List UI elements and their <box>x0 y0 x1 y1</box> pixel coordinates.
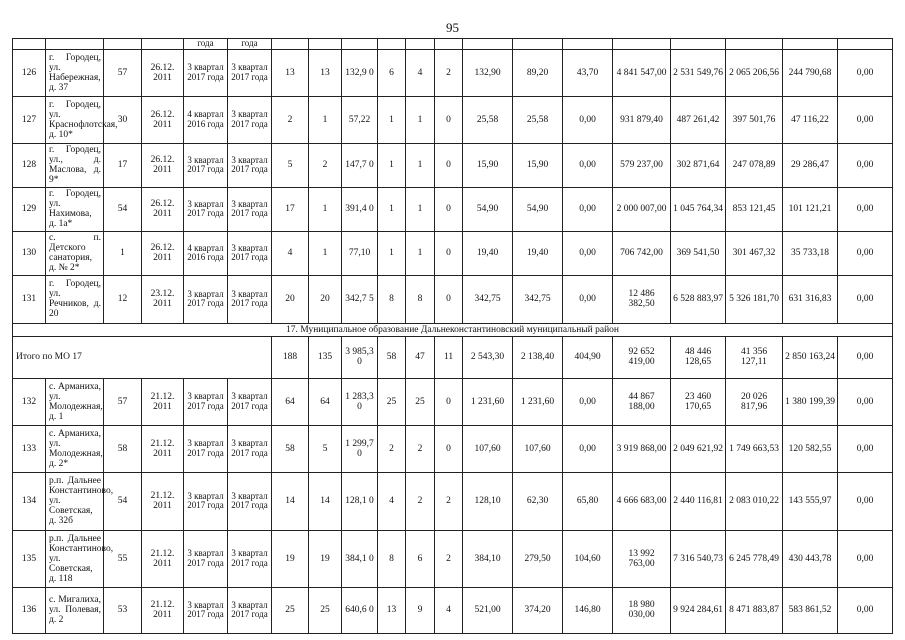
table-cell: 2 <box>435 472 463 530</box>
table-cell: 21.12. 2011 <box>142 530 184 587</box>
table-cell: 21.12. 2011 <box>142 425 184 472</box>
table-cell: 1 <box>406 187 435 231</box>
table-cell: 6 245 778,49 <box>726 530 783 587</box>
address-cell: г. Городец, ул., д. Маслова, д. 9* <box>46 143 104 187</box>
table-cell: 374,20 <box>513 587 563 633</box>
table-cell: 342,75 <box>463 275 513 323</box>
table-cell: 13 <box>378 587 406 633</box>
table-cell: 107,60 <box>513 425 563 472</box>
table-cell: 147,7 0 <box>342 143 378 187</box>
table-cell: 583 861,52 <box>783 587 838 633</box>
table-cell: 2 <box>272 96 309 143</box>
table-row <box>13 143 893 187</box>
table-cell: 2 000 007,00 <box>613 187 671 231</box>
table-row <box>13 587 893 633</box>
table-cell: 58 <box>378 336 406 378</box>
table-cell: 58 <box>104 425 142 472</box>
table-cell: 931 879,40 <box>613 96 671 143</box>
table-row <box>13 275 893 323</box>
table-cell: 77,10 <box>342 231 378 275</box>
table-cell: 487 261,42 <box>671 96 726 143</box>
table-cell: 101 121,21 <box>783 187 838 231</box>
table-row <box>13 472 893 530</box>
table-cell: 302 871,64 <box>671 143 726 187</box>
table-cell: 0,00 <box>563 96 613 143</box>
table-cell: 54,90 <box>513 187 563 231</box>
table-cell: 0,00 <box>838 425 893 472</box>
table-cell: 20 <box>309 275 342 323</box>
table-cell: 19,40 <box>463 231 513 275</box>
table-cell: 132 <box>13 378 46 425</box>
table-cell: 1 <box>309 96 342 143</box>
table-cell: 0 <box>435 275 463 323</box>
table-row <box>13 96 893 143</box>
table-cell: 4 666 683,00 <box>613 472 671 530</box>
table-cell: 1 <box>309 231 342 275</box>
table-cell: 0,00 <box>563 143 613 187</box>
table-cell: 25,58 <box>513 96 563 143</box>
table-cell: 2 850 163,24 <box>783 336 838 378</box>
table-cell: 47 <box>406 336 435 378</box>
table-cell: 2 440 116,81 <box>671 472 726 530</box>
table-cell: 128 <box>13 143 46 187</box>
table-cell: 0,00 <box>838 587 893 633</box>
table-cell: 2 <box>406 472 435 530</box>
table-cell: 89,20 <box>513 49 563 96</box>
table-cell: 430 443,78 <box>783 530 838 587</box>
table-cell: 3 квартал 2017 года <box>228 472 272 530</box>
table-cell: 3 квартал 2017 года <box>228 378 272 425</box>
table-cell: 127 <box>13 96 46 143</box>
table-cell: 1 231,60 <box>463 378 513 425</box>
table-cell: 54 <box>104 187 142 231</box>
table-cell: 4 841 547,00 <box>613 49 671 96</box>
table-cell: 0,00 <box>838 275 893 323</box>
table-cell: 26.12. 2011 <box>142 143 184 187</box>
table-cell: 0,00 <box>563 275 613 323</box>
table-cell: 14 <box>272 472 309 530</box>
table-cell: 0,00 <box>838 530 893 587</box>
table-cell: 188 <box>272 336 309 378</box>
table-cell: 9 924 284,61 <box>671 587 726 633</box>
table-cell: 3 квартал 2017 года <box>228 530 272 587</box>
table-cell: 1 <box>378 96 406 143</box>
table-cell: 48 446 128,65 <box>671 336 726 378</box>
table-cell: 0,00 <box>838 472 893 530</box>
table-cell: 579 237,00 <box>613 143 671 187</box>
table-cell: 3 919 868,00 <box>613 425 671 472</box>
table-cell: 12 486 382,50 <box>613 275 671 323</box>
table-cell: 20 026 817,96 <box>726 378 783 425</box>
address-cell: с. Арманиха, ул. Молодежная, д. 2* <box>46 425 104 472</box>
table-cell: 244 790,68 <box>783 49 838 96</box>
table-cell: 0,00 <box>563 378 613 425</box>
table-cell: 19,40 <box>513 231 563 275</box>
address-cell: г. Городец, ул. Речников, д. 20 <box>46 275 104 323</box>
table-cell: 30 <box>104 96 142 143</box>
table-cell: 342,75 <box>513 275 563 323</box>
table-cell: 1 231,60 <box>513 378 563 425</box>
table-cell: 4 <box>435 587 463 633</box>
address-cell: с. Мигалиха, ул. Полевая, д. 2 <box>46 587 104 633</box>
table-cell: 132,90 <box>463 49 513 96</box>
table-cell: 2 <box>406 425 435 472</box>
table-cell: 19 <box>272 530 309 587</box>
table-cell: 0,00 <box>838 336 893 378</box>
table-cell: 0,00 <box>838 49 893 96</box>
table-row <box>13 378 893 425</box>
table-cell: 853 121,45 <box>726 187 783 231</box>
table-cell: 65,80 <box>563 472 613 530</box>
table-cell: 640,6 0 <box>342 587 378 633</box>
table-cell: 57 <box>104 49 142 96</box>
table-cell: 3 квартал 2017 года <box>184 275 228 323</box>
table-cell: 21.12. 2011 <box>142 378 184 425</box>
table-cell: 404,90 <box>563 336 613 378</box>
table-row <box>13 231 893 275</box>
table-row <box>13 530 893 587</box>
table-cell: 13 992 763,00 <box>613 530 671 587</box>
table-cell: 21.12. 2011 <box>142 587 184 633</box>
table-cell: 43,70 <box>563 49 613 96</box>
table-cell: 129 <box>13 187 46 231</box>
table-cell: 143 555,97 <box>783 472 838 530</box>
table-cell: 54 <box>104 472 142 530</box>
table-cell: 64 <box>309 378 342 425</box>
total-label: Итого по МО 17 <box>13 336 272 378</box>
table-cell: 5 326 181,70 <box>726 275 783 323</box>
table-cell: 126 <box>13 49 46 96</box>
table-cell: 20 <box>272 275 309 323</box>
table-cell: 132,9 0 <box>342 49 378 96</box>
table-cell: 0,00 <box>838 187 893 231</box>
address-cell: г. Городец, ул. Набережная, д. 37 <box>46 49 104 96</box>
table-cell: 47 116,22 <box>783 96 838 143</box>
table-row <box>13 425 893 472</box>
table-cell: 3 квартал 2017 года <box>228 96 272 143</box>
table-cell: 17 <box>272 187 309 231</box>
table-cell: 4 квартал 2016 года <box>184 96 228 143</box>
table-row <box>13 39 893 50</box>
table-cell: 12 <box>104 275 142 323</box>
table-cell: 4 <box>378 472 406 530</box>
table-cell: 92 652 419,00 <box>613 336 671 378</box>
table-cell: 3 квартал 2017 года <box>184 143 228 187</box>
table-row <box>13 187 893 231</box>
table-cell: 4 <box>406 49 435 96</box>
table-cell: 5 <box>309 425 342 472</box>
table-cell: года <box>228 39 272 50</box>
housing-program-table <box>12 38 893 634</box>
table-cell: 3 квартал 2017 года <box>184 378 228 425</box>
table-cell: 1 299,7 0 <box>342 425 378 472</box>
table-cell: 2 <box>378 425 406 472</box>
table-cell: 397 501,76 <box>726 96 783 143</box>
table-cell: 342,7 5 <box>342 275 378 323</box>
table-cell: 3 квартал 2017 года <box>184 530 228 587</box>
table-cell: 5 <box>272 143 309 187</box>
table-cell: 2 <box>435 530 463 587</box>
table-cell: 26.12. 2011 <box>142 49 184 96</box>
table-cell: 6 <box>406 530 435 587</box>
table-cell: 0,00 <box>838 96 893 143</box>
table-cell: 135 <box>309 336 342 378</box>
page-number: 95 <box>446 20 459 35</box>
table-cell: 369 541,50 <box>671 231 726 275</box>
table-cell: 0,00 <box>563 187 613 231</box>
table-cell: года <box>184 39 228 50</box>
table-cell: 54,90 <box>463 187 513 231</box>
table-cell: 3 квартал 2017 года <box>228 49 272 96</box>
table-cell: 2 138,40 <box>513 336 563 378</box>
table-cell: 3 квартал 2017 года <box>228 187 272 231</box>
table-cell: 3 квартал 2017 года <box>228 143 272 187</box>
table-cell: 2 083 010,22 <box>726 472 783 530</box>
table-cell: 2 531 549,76 <box>671 49 726 96</box>
table-cell: 3 985,3 0 <box>342 336 378 378</box>
table-cell: 23 460 170,65 <box>671 378 726 425</box>
table-cell: 17 <box>104 143 142 187</box>
table-cell: 0,00 <box>563 231 613 275</box>
table-cell: 3 квартал 2017 года <box>228 231 272 275</box>
total-row <box>13 336 893 378</box>
address-cell: с. п. Детского санатория, д. № 2* <box>46 231 104 275</box>
table-cell: 247 078,89 <box>726 143 783 187</box>
table-cell: 135 <box>13 530 46 587</box>
table-cell: 1 <box>104 231 142 275</box>
table-cell: 131 <box>13 275 46 323</box>
table-cell: 25 <box>272 587 309 633</box>
table-cell: 391,4 0 <box>342 187 378 231</box>
table-cell: 3 квартал 2017 года <box>228 587 272 633</box>
table-cell: 57 <box>104 378 142 425</box>
table-cell: 146,80 <box>563 587 613 633</box>
table-cell: 26.12. 2011 <box>142 96 184 143</box>
table-cell: 128,1 0 <box>342 472 378 530</box>
table-cell: 8 <box>406 275 435 323</box>
table-cell: 1 <box>378 187 406 231</box>
table-cell: 57,22 <box>342 96 378 143</box>
table-cell: 35 733,18 <box>783 231 838 275</box>
address-cell: г. Городец, ул. Нахимова, д. 1а* <box>46 187 104 231</box>
table-cell: 21.12. 2011 <box>142 472 184 530</box>
table-cell: 29 286,47 <box>783 143 838 187</box>
table-cell: 58 <box>272 425 309 472</box>
table-cell: 55 <box>104 530 142 587</box>
table-cell: 3 квартал 2017 года <box>228 275 272 323</box>
table-cell: 6 528 883,97 <box>671 275 726 323</box>
table-cell: 14 <box>309 472 342 530</box>
table-cell: 136 <box>13 587 46 633</box>
table-cell: 2 <box>309 143 342 187</box>
table-cell: 25 <box>406 378 435 425</box>
table-cell: 15,90 <box>463 143 513 187</box>
table-cell: 706 742,00 <box>613 231 671 275</box>
table-row <box>13 49 893 96</box>
table-cell: 18 980 030,00 <box>613 587 671 633</box>
table-cell: 53 <box>104 587 142 633</box>
table-cell: 0 <box>435 378 463 425</box>
table-cell: 301 467,32 <box>726 231 783 275</box>
table-cell: 2 543,30 <box>463 336 513 378</box>
table-cell: 8 471 883,87 <box>726 587 783 633</box>
table-cell: 1 <box>309 187 342 231</box>
table-cell: 19 <box>309 530 342 587</box>
table-cell: 631 316,83 <box>783 275 838 323</box>
table-cell: 1 <box>406 143 435 187</box>
table-cell: 7 316 540,73 <box>671 530 726 587</box>
table-cell: 1 749 663,53 <box>726 425 783 472</box>
table-cell: 104,60 <box>563 530 613 587</box>
table-cell: 6 <box>378 49 406 96</box>
table-cell: 15,90 <box>513 143 563 187</box>
section-title: 17. Муниципальное образование Дальнеконстантиновский муниципальный район <box>13 323 893 336</box>
section-header-row <box>13 323 893 336</box>
table-cell: 120 582,55 <box>783 425 838 472</box>
table-cell: 384,10 <box>463 530 513 587</box>
table-cell: 13 <box>272 49 309 96</box>
table-cell: 3 квартал 2017 года <box>184 472 228 530</box>
table-cell: 107,60 <box>463 425 513 472</box>
table-cell: 64 <box>272 378 309 425</box>
table-cell: 13 <box>309 49 342 96</box>
table-cell: 25 <box>309 587 342 633</box>
table-cell: 26.12. 2011 <box>142 231 184 275</box>
table-cell: 0,00 <box>838 143 893 187</box>
table-cell: 0,00 <box>838 231 893 275</box>
table-cell: 0 <box>435 187 463 231</box>
table-body <box>13 39 893 634</box>
table-cell: 1 <box>378 143 406 187</box>
table-cell: 128,10 <box>463 472 513 530</box>
table-cell: 11 <box>435 336 463 378</box>
address-cell: с. Арманиха, ул. Молодежная, д. 1 <box>46 378 104 425</box>
table-cell: 133 <box>13 425 46 472</box>
table-cell: 0,00 <box>838 378 893 425</box>
table-cell: 2 065 206,56 <box>726 49 783 96</box>
table-cell: 279,50 <box>513 530 563 587</box>
table-cell: 1 <box>406 96 435 143</box>
table-cell: 26.12. 2011 <box>142 187 184 231</box>
table-cell: 9 <box>406 587 435 633</box>
table-cell: 0,00 <box>563 425 613 472</box>
table-cell: 0 <box>435 231 463 275</box>
table-cell: 1 380 199,39 <box>783 378 838 425</box>
table-cell: 4 <box>272 231 309 275</box>
table-cell: 25,58 <box>463 96 513 143</box>
table-cell: 1 283,3 0 <box>342 378 378 425</box>
table-cell: 0 <box>435 425 463 472</box>
table-cell: 41 356 127,11 <box>726 336 783 378</box>
table-cell: 2 049 621,92 <box>671 425 726 472</box>
address-cell: р.п. Дальнее Константиново, ул. Советская, д. 32б <box>46 472 104 530</box>
table-cell: 0 <box>435 96 463 143</box>
table-cell: 1 <box>378 231 406 275</box>
table-cell: 3 квартал 2017 года <box>184 49 228 96</box>
table-cell: 8 <box>378 530 406 587</box>
table-cell: 8 <box>378 275 406 323</box>
table-cell: 4 квартал 2016 года <box>184 231 228 275</box>
table-cell: 0 <box>435 143 463 187</box>
address-cell: р.п. Дальнее Константиново, ул. Советская, д. 118 <box>46 530 104 587</box>
table-cell: 384,1 0 <box>342 530 378 587</box>
table-cell: 521,00 <box>463 587 513 633</box>
table-cell: 2 <box>435 49 463 96</box>
address-cell: г. Городец, ул. Краснофлотская, д. 10* <box>46 96 104 143</box>
table-cell: 62,30 <box>513 472 563 530</box>
table-cell: 44 867 188,00 <box>613 378 671 425</box>
table-cell: 23.12. 2011 <box>142 275 184 323</box>
table-cell: 3 квартал 2017 года <box>184 425 228 472</box>
table-cell: 130 <box>13 231 46 275</box>
table-cell: 134 <box>13 472 46 530</box>
table-cell: 3 квартал 2017 года <box>184 587 228 633</box>
table-cell: 25 <box>378 378 406 425</box>
table-cell: 3 квартал 2017 года <box>184 187 228 231</box>
table-cell: 1 045 764,34 <box>671 187 726 231</box>
table-cell: 1 <box>406 231 435 275</box>
table-cell: 3 квартал 2017 года <box>228 425 272 472</box>
